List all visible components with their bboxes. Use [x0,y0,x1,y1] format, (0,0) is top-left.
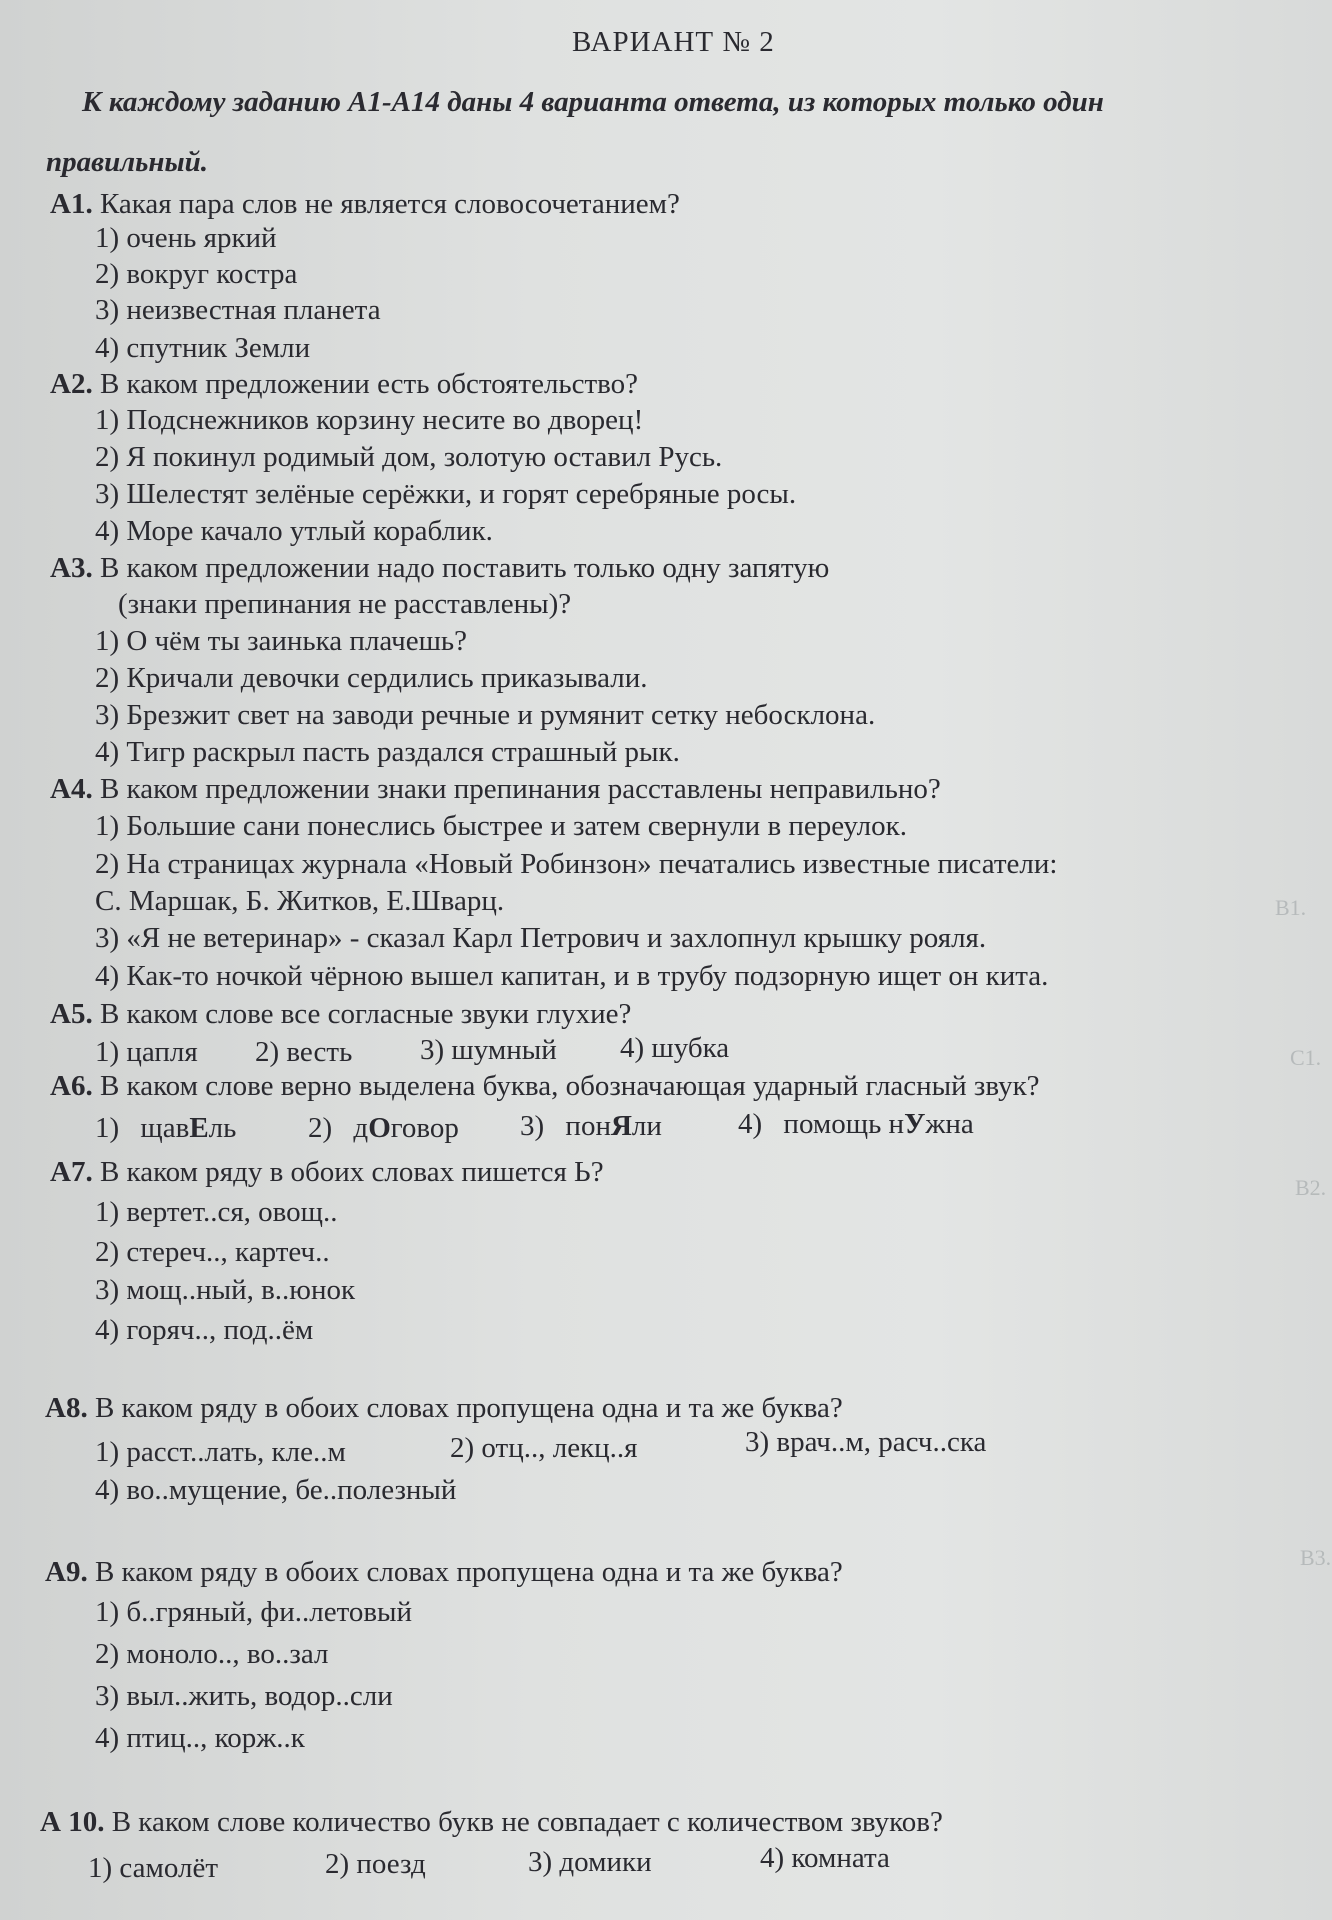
answer-option[interactable]: 2) вокруг костра [95,258,298,290]
answer-option[interactable]: 4) горяч.., под..ём [95,1314,314,1346]
bleed-through-text: С1. [1290,1045,1322,1070]
answer-option[interactable]: 2) Кричали девочки сердились приказывали. [95,662,648,694]
answer-option[interactable]: 1) Подснежников корзину несите во дворец! [95,404,644,436]
question-text: В каком предложении надо поставить только одну запятую [99,552,830,584]
question-a3 [50,552,829,585]
answer-option[interactable]: 2) Я покинул родимый дом, золотую оставил Русь. [95,441,723,473]
word-part: ли [631,1110,662,1142]
answer-option[interactable]: 3) шумный [420,1034,557,1066]
question-text: В каком слове верно выделена буква, обозначающая ударный гласный звук? [99,1070,1040,1102]
answer-option[interactable]: 3) Брезжит свет на заводи речные и румянит сетку небосклона. [95,699,876,731]
stressed-letter: О [368,1112,391,1144]
question-text: Какая пара слов не является словосочетанием? [99,188,680,220]
answer-option[interactable]: 1) Большие сани понеслись быстрее и затем свернули в переулок. [95,810,907,842]
question-a2 [50,368,638,401]
answer-option[interactable]: 3) Шелестят зелёные серёжки, и горят серебряные росы. [95,478,797,510]
answer-option[interactable]: 3) мощ..ный, в..юнок [95,1274,356,1306]
answer-option[interactable] [308,1112,459,1145]
question-text: В каком ряду в обоих словах пишется Ь? [99,1156,604,1188]
bleed-through-text: В2. [1295,1175,1327,1200]
question-text: В каком предложении есть обстоятельство? [99,368,639,400]
word-part: ль [208,1112,237,1144]
word-part: жна [925,1108,974,1140]
word-part: д [353,1112,369,1144]
answer-option[interactable]: 2) На страницах журнала «Новый Робинзон» печатались известные писатели: [95,848,1058,880]
question-text: В каком слове все согласные звуки глухие? [99,998,632,1030]
question-number: А2. [50,368,93,400]
answer-option[interactable] [95,1112,236,1145]
answer-option[interactable]: 2) моноло.., во..зал [95,1638,329,1670]
question-a4 [50,773,941,806]
answer-option[interactable]: 1) б..гряный, фи..летовый [95,1596,413,1628]
answer-option[interactable]: 4) птиц.., корж..к [95,1722,305,1754]
question-text: В каком ряду в обоих словах пропущена одна и та же буква? [94,1392,843,1424]
question-text: В каком ряду в обоих словах пропущена одна и та же буква? [94,1556,843,1588]
question-number: А9. [45,1556,88,1588]
answer-option[interactable]: 2) поезд [325,1848,426,1880]
answer-option[interactable]: 4) шубка [620,1032,730,1064]
answer-option[interactable]: 1) самолёт [88,1852,218,1884]
stressed-letter: Я [610,1110,632,1142]
option-number: 3) [520,1110,545,1142]
answer-option[interactable]: 1) цапля [95,1036,198,1068]
question-text-cont: (знаки препинания не расставлены)? [118,588,572,620]
option-number: 2) [308,1112,333,1144]
instruction-line: правильный. [46,146,208,178]
answer-option[interactable]: 2) отц.., лекц..я [450,1432,638,1464]
answer-option[interactable]: 4) Море качало утлый кораблик. [95,515,493,547]
word-part: щав [140,1112,190,1144]
answer-option[interactable]: 2) стереч.., картеч.. [95,1236,330,1268]
question-a1 [50,188,680,221]
answer-option[interactable]: 1) очень яркий [95,222,277,254]
option-number: 4) [738,1108,763,1140]
question-number: А4. [50,773,93,805]
question-number: А6. [50,1070,93,1102]
answer-option[interactable]: 4) Тигр раскрыл пасть раздался страшный рык. [95,736,680,768]
page-title: ВАРИАНТ № 2 [572,26,775,58]
bleed-through-text: В1. [1275,895,1307,920]
option-number: 1) [95,1112,120,1144]
question-number: А3. [50,552,93,584]
question-number: А 10. [40,1806,105,1838]
word-part: говор [390,1112,459,1144]
question-text: В каком слове количество букв не совпадает с количеством звуков? [111,1806,943,1838]
question-a8 [45,1392,843,1425]
question-a5 [50,998,631,1031]
answer-option[interactable]: 4) спутник Земли [95,332,311,364]
question-a10 [40,1806,943,1839]
answer-option[interactable]: 4) во..мущение, бе..полезный [95,1474,457,1506]
question-number: А8. [45,1392,88,1424]
question-a9 [45,1556,843,1589]
answer-option-cont: С. Маршак, Б. Житков, Е.Шварц. [95,885,505,917]
answer-option[interactable] [738,1108,974,1141]
answer-option[interactable]: 3) домики [528,1846,652,1878]
answer-option[interactable]: 1) О чём ты заинька плачешь? [95,625,468,657]
stressed-letter: Е [189,1112,209,1144]
question-number: А5. [50,998,93,1030]
answer-option[interactable]: 1) расст..лать, кле..м [95,1436,346,1468]
question-text: В каком предложении знаки препинания расставлены неправильно? [99,773,941,805]
answer-option[interactable]: 3) неизвестная планета [95,294,381,326]
question-number: А1. [50,188,93,220]
question-a7 [50,1156,604,1189]
stressed-letter: У [904,1108,926,1140]
answer-option[interactable]: 3) выл..жить, водор..сли [95,1680,393,1712]
answer-option[interactable]: 4) Как-то ночкой чёрною вышел капитан, и в трубу подзорную ищет он кита. [95,960,1049,992]
answer-option[interactable] [520,1110,662,1143]
instruction-line: К каждому заданию А1-А14 даны 4 варианта ответа, из которых только один [82,86,1104,118]
word-part: пон [565,1110,611,1142]
answer-option[interactable]: 3) «Я не ветеринар» - сказал Карл Петрович и захлопнул крышку рояля. [95,922,987,954]
answer-option[interactable]: 3) врач..м, расч..ска [745,1426,987,1458]
answer-option[interactable]: 2) весть [255,1036,353,1068]
question-a6 [50,1070,1040,1103]
word-part: помощь н [783,1108,905,1140]
bleed-through-text: В3. [1300,1545,1332,1570]
question-number: А7. [50,1156,93,1188]
answer-option[interactable]: 4) комната [760,1842,890,1874]
answer-option[interactable]: 1) вертет..ся, овощ.. [95,1196,338,1228]
